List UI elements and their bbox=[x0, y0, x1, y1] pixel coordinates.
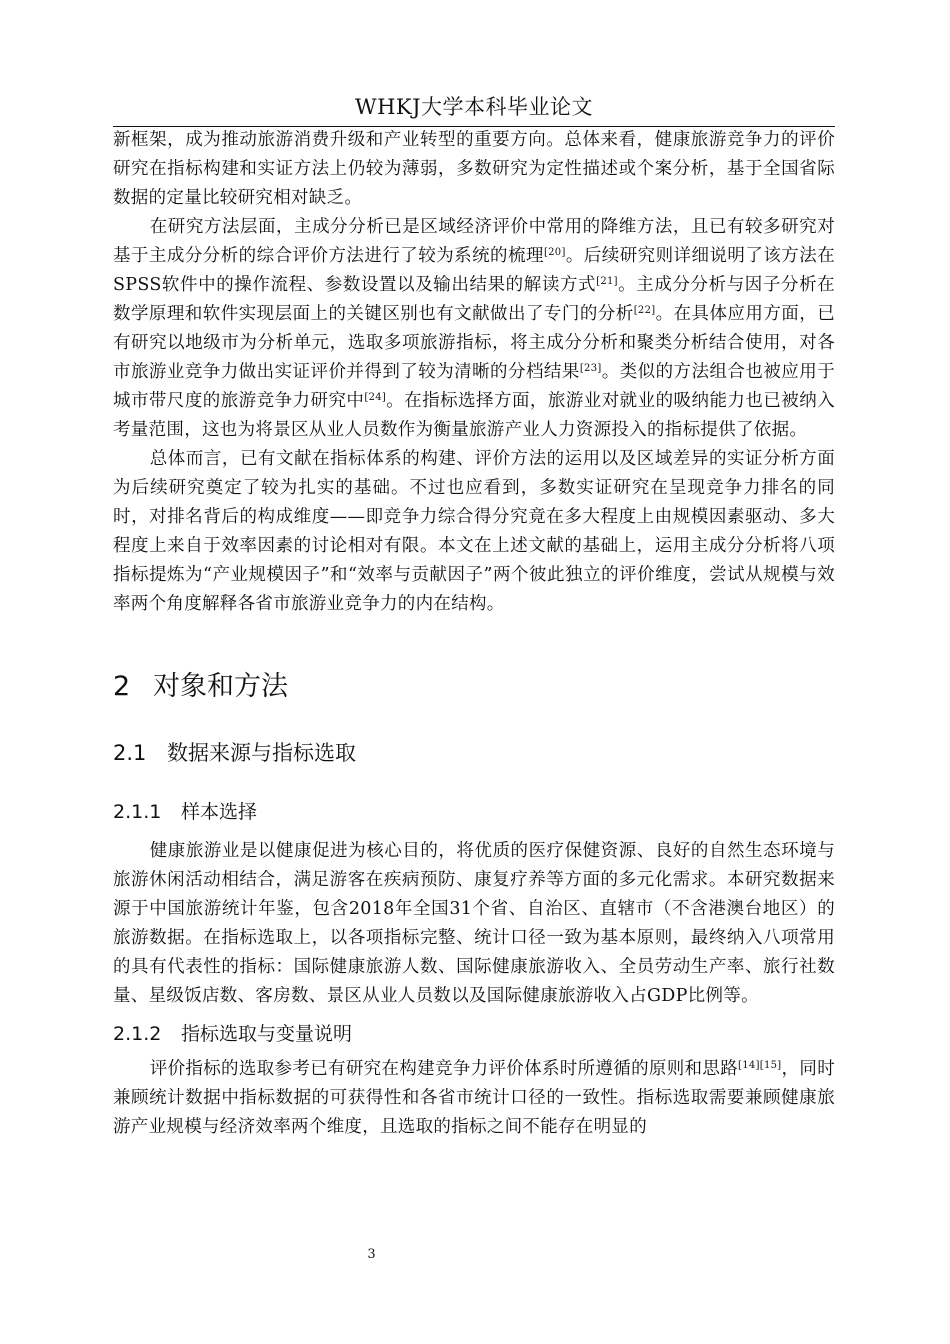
subsection-heading bbox=[113, 797, 835, 827]
subsection-number: 2.1.2 bbox=[113, 1023, 162, 1045]
section-title: 数据来源与指标选取 bbox=[167, 741, 356, 765]
text-run: 。后续研究则详细说明了该方法在SPSS软件中的操作流程、参数设置以及输出结果的解读方式 bbox=[113, 246, 836, 295]
text-run: ，同时兼顾统计数据中指标数据的可获得性和各省市统计口径的一致性。指标选取需要兼顾健康旅游产业规模与经济效率两个维度，且选取的指标之间不能存在明显的 bbox=[113, 1059, 835, 1137]
subsection-heading bbox=[113, 1019, 835, 1049]
text-run: 在研究方法层面，主成分分析已是区域经济评价中常用的降维方法，且已有较多研究对基于主成分分析的综合评价方法进行了较为系统的梳理 bbox=[113, 217, 835, 266]
chapter-title: 对象和方法 bbox=[153, 671, 288, 702]
subsection-title: 样本选择 bbox=[181, 801, 258, 823]
subsection-title: 指标选取与变量说明 bbox=[181, 1023, 353, 1045]
citation-ref: [22] bbox=[633, 305, 656, 316]
chapter-heading bbox=[113, 667, 835, 707]
citation-ref: [23] bbox=[579, 363, 602, 374]
paragraph-continued: 新框架，成为推动旅游消费升级和产业转型的重要方向。总体来看，健康旅游竞争力的评价研究在指标构建和实证方法上仍较为薄弱，多数研究为定性描述或个案分析，基于全国省际数据的定量比较研究相对缺乏。 bbox=[113, 130, 835, 208]
citation-ref: [21] bbox=[596, 276, 618, 287]
text-run: 。类似的方法组合也被应用于城市带尺度的旅游竞争力研究中 bbox=[113, 362, 835, 411]
paragraph-indicators bbox=[113, 1055, 835, 1142]
text-run: 。在指标选择方面，旅游业对就业的吸纳能力也已被纳入考量范围，这也为将景区从业人员数作为衡量旅游产业人力资源投入的指标提供了依据。 bbox=[113, 391, 835, 440]
section-heading bbox=[113, 737, 835, 769]
chapter-number: 2 bbox=[113, 671, 131, 702]
citation-ref: [20] bbox=[543, 247, 566, 258]
text-run: 。主成分分析与因子分析在数学原理和软件实现层面上的关键区别也有文献做出了专门的分析 bbox=[113, 275, 835, 324]
citation-ref: [15] bbox=[759, 1060, 782, 1071]
body-content bbox=[113, 126, 835, 1142]
section-number: 2.1 bbox=[113, 741, 147, 765]
paragraph-sample: 健康旅游业是以健康促进为核心目的，将优质的医疗保健资源、良好的自然生态环境与旅游休闲活动相结合，满足游客在疾病预防、康复疗养等方面的多元化需求。本研究数据来源于中国旅游统计年鉴，包含2018年全国31个省、自治区、直辖市（不含港澳台地区）的旅游数据。在指标选取上，以各项指标完整、统计口径一致为基本原则，最终纳入八项常用的具有代表性的指标：国际健康旅游人数、国际健康旅游收入、全员劳动生产率、旅行社数量、星级饭店数、客房数、景区从业人员数以及国际健康旅游收入占GDP比例等。 bbox=[113, 841, 835, 1006]
text-run: 。在具体应用方面，已有研究以地级市为分析单元，选取多项旅游指标，将主成分分析和聚类分析结合使用，对各市旅游业竞争力做出实证评价并得到了较为清晰的分档结果 bbox=[113, 304, 836, 382]
running-header: WHKJ大学本科毕业论文 bbox=[354, 95, 593, 119]
page-number: 3 bbox=[367, 1247, 376, 1262]
paragraph-summary: 总体而言，已有文献在指标体系的构建、评价方法的运用以及区域差异的实证分析方面为后续研究奠定了较为扎实的基础。不过也应看到，多数实证研究在呈现竞争力排名的同时，对排名背后的构成维度——即竞争力综合得分究竟在多大程度上由规模因素驱动、多大程度上来自于效率因素的讨论相对有限。本文在上述文献的基础上，运用主成分分析将八项指标提炼为“产业规模因子”和“效率与贡献因子”两个彼此独立的评价维度，尝试从规模与效率两个角度解释各省市旅游业竞争力的内在结构。 bbox=[113, 449, 835, 614]
citation-ref: [14] bbox=[738, 1060, 760, 1071]
paragraph-methods bbox=[113, 213, 835, 445]
text-run: 评价指标的选取参考已有研究在构建竞争力评价体系时所遵循的原则和思路 bbox=[149, 1059, 739, 1079]
subsection-number: 2.1.1 bbox=[113, 801, 162, 823]
citation-ref: [24] bbox=[364, 392, 387, 403]
